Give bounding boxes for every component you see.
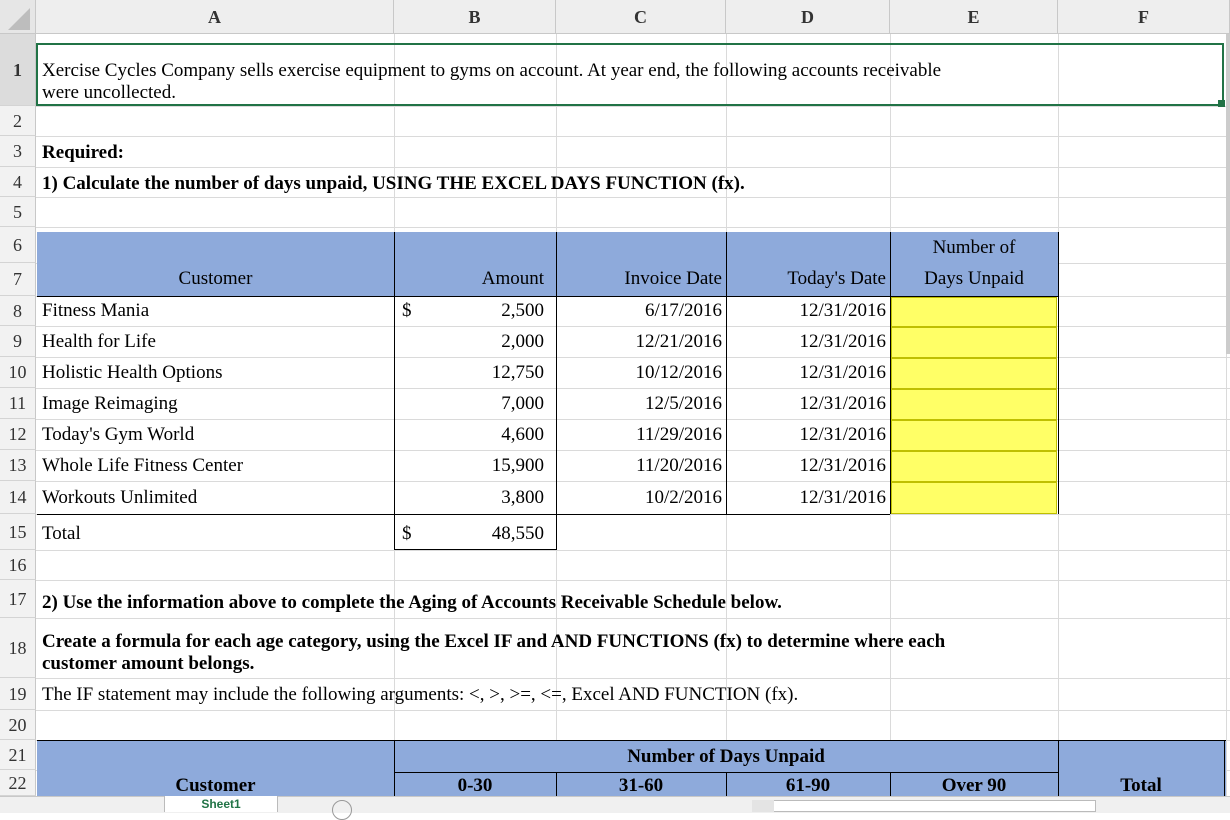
required-heading: Required: (42, 142, 124, 163)
select-all-icon (8, 8, 30, 30)
gridline (36, 710, 1230, 711)
amount-cell[interactable]: 3,800 (501, 487, 544, 508)
gridline (36, 136, 1230, 137)
amount-cell[interactable]: 4,600 (501, 424, 544, 445)
days-unpaid-input-7[interactable] (891, 482, 1057, 514)
todays-date-cell[interactable]: 12/31/2016 (799, 331, 886, 352)
question-2c: The IF statement may include the following arguments: <, >, >=, <=, Excel AND FUNCTION (fx). (42, 684, 799, 705)
invoice-date-cell[interactable]: 11/29/2016 (636, 424, 722, 445)
days-unpaid-input-3[interactable] (891, 358, 1057, 389)
aging-header-over-90: Over 90 (941, 775, 1007, 796)
invoice-date-cell[interactable]: 12/5/2016 (644, 393, 722, 414)
customer-cell[interactable]: Today's Gym World (42, 424, 195, 445)
row-header-5[interactable]: 5 (0, 197, 36, 227)
amount-cell[interactable]: 7,000 (501, 393, 544, 414)
todays-date-cell[interactable]: 12/31/2016 (799, 424, 886, 445)
table-border (394, 549, 556, 550)
aging-header-customer: Customer (175, 775, 256, 796)
column-header-d[interactable]: D (726, 0, 890, 34)
column-header-c[interactable]: C (556, 0, 726, 34)
customer-cell[interactable]: Whole Life Fitness Center (42, 455, 244, 476)
aging-header-0-30: 0-30 (457, 775, 493, 796)
horizontal-scroll-button[interactable] (752, 800, 774, 812)
dollar-sign: $ (402, 300, 412, 321)
column-header-f[interactable]: F (1058, 0, 1230, 34)
customer-cell[interactable]: Health for Life (42, 331, 156, 352)
days-unpaid-input-5[interactable] (891, 420, 1057, 451)
days-unpaid-input-1[interactable] (891, 297, 1057, 327)
gridline (36, 167, 1230, 168)
table-border (1058, 232, 1059, 514)
invoice-date-cell[interactable]: 6/17/2016 (644, 300, 722, 321)
invoice-date-cell[interactable]: 10/2/2016 (644, 487, 722, 508)
row-header-12[interactable]: 12 (0, 419, 36, 450)
header-todays-date: Today's Date (787, 268, 886, 289)
gridline (36, 618, 1230, 619)
total-amount[interactable]: 48,550 (491, 523, 544, 544)
row-header-13[interactable]: 13 (0, 450, 36, 481)
gridline (36, 580, 1230, 581)
table-border (556, 514, 557, 550)
row-header-15[interactable]: 15 (0, 514, 36, 550)
sheet-tab[interactable]: Sheet1 (164, 796, 278, 812)
days-unpaid-input-4[interactable] (891, 389, 1057, 420)
add-sheet-icon[interactable] (332, 800, 352, 820)
invoice-date-cell[interactable]: 11/20/2016 (636, 455, 722, 476)
question-1: 1) Calculate the number of days unpaid, USING THE EXCEL DAYS FUNCTION (fx). (42, 173, 745, 194)
amount-cell[interactable]: 2,500 (501, 300, 544, 321)
row-header-8[interactable]: 8 (0, 296, 36, 326)
invoice-date-cell[interactable]: 10/12/2016 (635, 362, 722, 383)
customer-cell[interactable]: Workouts Unlimited (42, 487, 198, 508)
table-border (1224, 740, 1225, 796)
days-unpaid-input-2[interactable] (891, 327, 1057, 358)
header-days-unpaid-line2: Days Unpaid (924, 268, 1024, 289)
todays-date-cell[interactable]: 12/31/2016 (799, 300, 886, 321)
gridline (36, 678, 1230, 679)
row-header-11[interactable]: 11 (0, 388, 36, 419)
gridline (36, 106, 1230, 107)
row-header-4[interactable]: 4 (0, 167, 36, 197)
header-amount: Amount (481, 268, 544, 289)
aging-header-total: Total (1120, 775, 1162, 796)
customer-cell[interactable]: Holistic Health Options (42, 362, 223, 383)
customer-cell[interactable]: Fitness Mania (42, 300, 150, 321)
row-header-21[interactable]: 21 (0, 740, 36, 770)
row-header-6[interactable]: 6 (0, 227, 36, 263)
amount-cell[interactable]: 15,900 (491, 455, 544, 476)
amount-cell[interactable]: 12,750 (491, 362, 544, 383)
row-header-19[interactable]: 19 (0, 678, 36, 710)
intro-line-2: were uncollected. (42, 82, 176, 103)
header-days-unpaid-line1: Number of (932, 237, 1016, 258)
row-header-3[interactable]: 3 (0, 136, 36, 167)
column-header-b[interactable]: B (394, 0, 556, 34)
vertical-scrollbar[interactable] (1226, 34, 1230, 354)
row-header-7[interactable]: 7 (0, 263, 36, 296)
total-label: Total (42, 523, 81, 544)
todays-date-cell[interactable]: 12/31/2016 (799, 455, 886, 476)
aging-group-header: Number of Days Unpaid (627, 746, 825, 767)
amount-cell[interactable]: 2,000 (501, 331, 544, 352)
row-header-10[interactable]: 10 (0, 357, 36, 388)
todays-date-cell[interactable]: 12/31/2016 (799, 362, 886, 383)
invoice-date-cell[interactable]: 12/21/2016 (635, 331, 722, 352)
row-header-1[interactable]: 1 (0, 34, 36, 106)
todays-date-cell[interactable]: 12/31/2016 (799, 393, 886, 414)
column-header-a[interactable]: A (36, 0, 394, 34)
question-2b-line2: customer amount belongs. (42, 653, 255, 674)
question-2: 2) Use the information above to complete the Aging of Accounts Receivable Schedule below. (42, 592, 782, 613)
row-header-9[interactable]: 9 (0, 326, 36, 357)
select-all-corner[interactable] (0, 0, 36, 34)
row-header-14[interactable]: 14 (0, 481, 36, 514)
customer-cell[interactable]: Image Reimaging (42, 393, 178, 414)
gridline (36, 550, 1230, 551)
question-2b-line1: Create a formula for each age category, using the Excel IF and AND FUNCTIONS (fx) to determine where each (42, 631, 946, 652)
gridline (36, 227, 1230, 228)
header-customer: Customer (178, 268, 253, 289)
gridline (36, 197, 1230, 198)
row-header-16[interactable]: 16 (0, 550, 36, 580)
column-header-e[interactable]: E (890, 0, 1058, 34)
row-header-17[interactable]: 17 (0, 580, 36, 618)
aging-header-31-60: 31-60 (618, 775, 664, 796)
row-header-18[interactable]: 18 (0, 618, 36, 678)
row-header-20[interactable]: 20 (0, 710, 36, 740)
todays-date-cell[interactable]: 12/31/2016 (799, 487, 886, 508)
table-border (37, 740, 1226, 741)
table-border (37, 296, 1058, 297)
total-dollar-sign: $ (402, 523, 412, 544)
horizontal-scrollbar[interactable] (752, 800, 1096, 812)
days-unpaid-input-6[interactable] (891, 451, 1057, 482)
row-header-2[interactable]: 2 (0, 106, 36, 136)
fill-handle[interactable] (1218, 100, 1225, 107)
row-header-22[interactable]: 22 (0, 770, 36, 796)
table-border (37, 514, 890, 515)
intro-line-1: Xercise Cycles Company sells exercise equipment to gyms on account. At year end, the following accounts receivable (42, 60, 942, 81)
header-invoice-date: Invoice Date (624, 268, 722, 289)
aging-header-61-90: 61-90 (785, 775, 831, 796)
